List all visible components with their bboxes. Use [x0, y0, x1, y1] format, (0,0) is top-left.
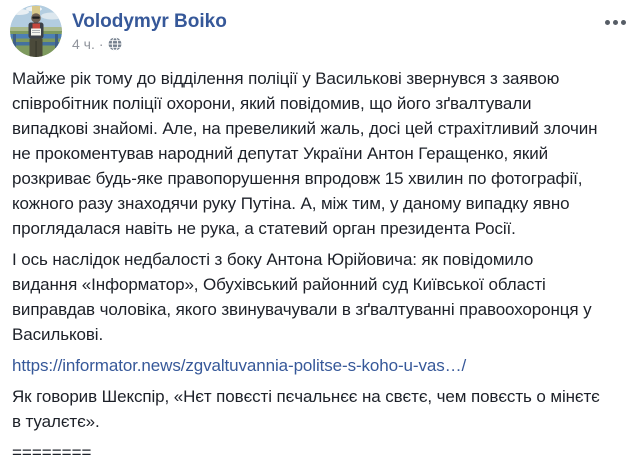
timestamp-link[interactable]: 4 ч.: [72, 36, 95, 52]
post-text-line: випадкові знайомі. Але, на превеликий жаль, досі цей страхітливий злочин: [12, 119, 598, 138]
post-text-line: видання «Інформатор», Обухівський районний суд Київської області: [12, 275, 546, 294]
post-text-line: співробітник поліції охорони, який повідомив, що його зґвалтували: [12, 94, 532, 113]
post-paragraph-1: [12, 66, 626, 241]
ellipsis-dot: [605, 20, 610, 25]
post-text-line: в туалєтє».: [12, 412, 100, 431]
post-text-line: Як говорив Шекспір, «Нєт повєсті пєчальнєє на свєтє, чем повєсть о мінєтє: [12, 387, 600, 406]
post-paragraph-3: [12, 384, 626, 434]
post-paragraph-2: [12, 247, 626, 347]
post-text-line: Василькові.: [12, 325, 104, 344]
profile-photo-icon: [10, 5, 62, 57]
author-avatar[interactable]: [10, 5, 62, 57]
post-text-line: розкриває будь-яке правопорушення впродовж 15 хвилин по фотографії,: [12, 169, 583, 188]
post-text-line: Майже рік тому до відділення поліції у Василькові звернувся з заявою: [12, 69, 560, 88]
ellipsis-dot: [613, 20, 618, 25]
author-name-link[interactable]: Volodymyr Boiko: [72, 11, 227, 32]
article-url-link[interactable]: https://informator.news/zgvaltuvannia-politse-s-koho-u-vas…/: [12, 356, 467, 375]
shared-link-row: [12, 353, 626, 378]
post-text-line: виправдав чоловіка, якого звинувачували в зґвалтуванні правоохоронця у: [12, 300, 592, 319]
post-body: [0, 62, 638, 460]
post-text-line: кожного разу знаходячи руку Путіна. А, між тим, у даному випадку явно: [12, 194, 570, 213]
globe-public-icon: [108, 37, 122, 51]
post-header: [0, 0, 638, 62]
meta-dot-separator: ·: [98, 36, 104, 52]
post-meta: [72, 36, 122, 52]
post-text-line: І ось наслідок недбалості з боку Антона Юрійовича: як повідомило: [12, 250, 534, 269]
post-text-line: не прокоментував народний депутат України Антон Геращенко, який: [12, 144, 549, 163]
more-options-button[interactable]: [603, 18, 628, 27]
post-text-line: проглядалася навіть не рука, а статевий орган президента Росії.: [12, 219, 516, 238]
text-divider: ========: [12, 443, 92, 460]
ellipsis-dot: [621, 20, 626, 25]
